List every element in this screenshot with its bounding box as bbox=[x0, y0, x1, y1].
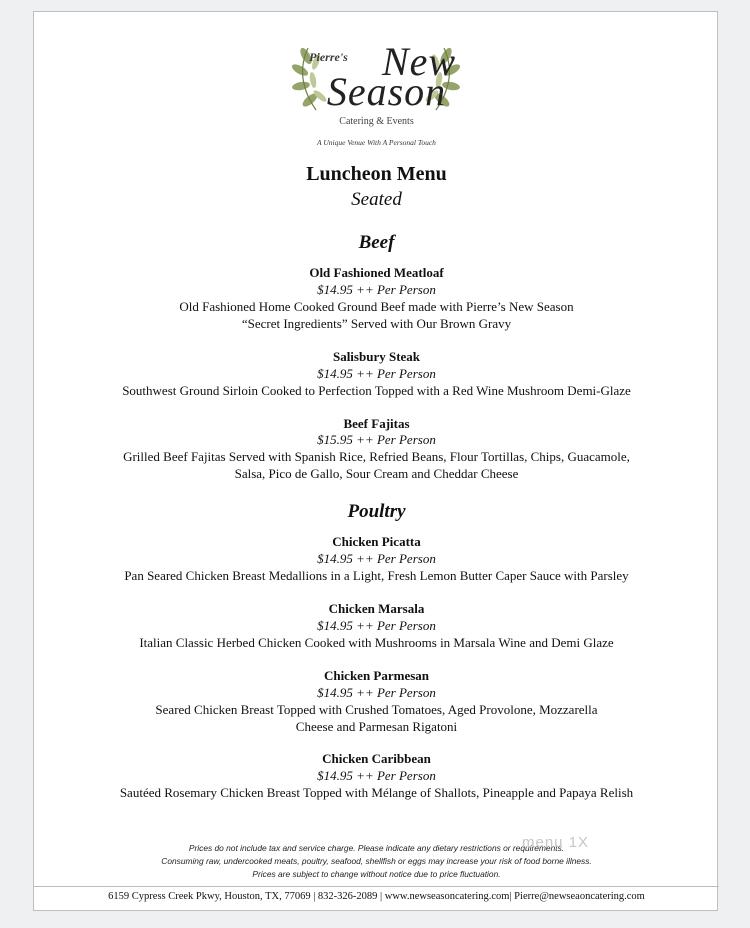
item-price: $14.95 ++ Per Person bbox=[317, 685, 436, 700]
item-name: Chicken Caribbean bbox=[322, 751, 431, 766]
section-poultry-heading: Poultry bbox=[347, 501, 406, 522]
menu-page bbox=[33, 11, 718, 911]
footer-divider bbox=[34, 886, 719, 887]
item-description: Grilled Beef Fajitas Served with Spanish Rice, Refried Beans, Flour Tortillas, Chips, Guacamole, bbox=[123, 449, 630, 464]
item-price: $14.95 ++ Per Person bbox=[317, 366, 436, 381]
item-description: Pan Seared Chicken Breast Medallions in a Light, Fresh Lemon Butter Caper Sauce with Parsley bbox=[124, 568, 629, 583]
note-line: Prices do not include tax and service charge. Please indicate any dietary restrictions or requirements. bbox=[188, 843, 565, 853]
item-description: Seared Chicken Breast Topped with Crushed Tomatoes, Aged Provolone, Mozzarella bbox=[155, 702, 598, 717]
item-name: Old Fashioned Meatloaf bbox=[309, 265, 444, 280]
note-line: Prices are subject to change without notice due to price fluctuation. bbox=[252, 869, 501, 879]
logo bbox=[34, 38, 719, 153]
item-price: $14.95 ++ Per Person bbox=[317, 618, 436, 633]
footer-contact: 6159 Cypress Creek Pkwy, Houston, TX, 77069 | 832-326-2089 | www.newseasoncatering.com| Pierre@newseaoncatering.com bbox=[108, 891, 645, 902]
watermark: menu 1X bbox=[522, 834, 590, 851]
brand-small: Pierre's bbox=[309, 50, 348, 64]
item-description: Cheese and Parmesan Rigatoni bbox=[295, 719, 458, 734]
item-name: Salisbury Steak bbox=[332, 349, 421, 364]
menu-title: Luncheon Menu bbox=[306, 163, 447, 185]
item-description: Southwest Ground Sirloin Cooked to Perfection Topped with a Red Wine Mushroom Demi-Glaze bbox=[122, 383, 631, 398]
item-price: $14.95 ++ Per Person bbox=[317, 551, 436, 566]
item-price: $14.95 ++ Per Person bbox=[317, 768, 436, 783]
item-description: “Secret Ingredients” Served with Our Brown Gravy bbox=[241, 316, 512, 331]
item-name: Beef Fajitas bbox=[343, 416, 410, 431]
item-name: Chicken Parmesan bbox=[323, 668, 430, 683]
item-price: $14.95 ++ Per Person bbox=[317, 282, 436, 297]
brand-subtitle: Catering & Events bbox=[339, 116, 414, 127]
section-beef-heading: Beef bbox=[358, 232, 395, 253]
tagline: A Unique Venue With A Personal Touch bbox=[317, 138, 436, 147]
brand-season: Season bbox=[326, 69, 447, 114]
item-name: Chicken Marsala bbox=[328, 601, 425, 616]
item-description: Old Fashioned Home Cooked Ground Beef made with Pierre’s New Season bbox=[179, 299, 574, 314]
item-price: $15.95 ++ Per Person bbox=[317, 432, 436, 447]
note-line: Consuming raw, undercooked meats, poultry, seafood, shellfish or eggs may increase your risk of food borne illness. bbox=[161, 856, 592, 866]
item-name: Chicken Picatta bbox=[332, 534, 421, 549]
item-description: Salsa, Pico de Gallo, Sour Cream and Cheddar Cheese bbox=[234, 466, 519, 481]
item-description: Sautéed Rosemary Chicken Breast Topped with Mélange of Shallots, Pineapple and Papaya Relish bbox=[119, 785, 634, 800]
item-description: Italian Classic Herbed Chicken Cooked with Mushrooms in Marsala Wine and Demi Glaze bbox=[139, 635, 614, 650]
menu-subtitle: Seated bbox=[351, 189, 402, 210]
brand-new: New bbox=[382, 39, 457, 84]
